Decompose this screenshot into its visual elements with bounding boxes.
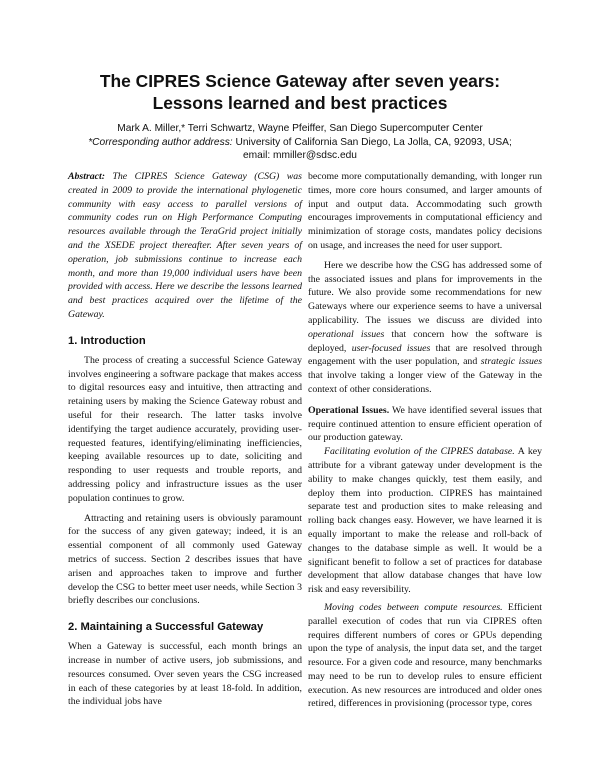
p2-user-focused: user-focused issues [351, 342, 431, 354]
facilitating-paragraph [308, 445, 542, 597]
author-names: Mark A. Miller,* Terri Schwartz, Wayne Pfeiffer, San Diego Supercomputer Center [117, 123, 483, 134]
intro-paragraph-2: Attracting and retaining users is obviously paramount for the success of any given gateway; indeed, it is an essential component of all commonly used Gateway metrics of success. Section 2 describes issues that have arisen and approaches taken to improve and further develop the CSG to better meet user needs, while Section 3 briefly describes our conclusions. [68, 512, 302, 607]
operational-issues-text: We have identified several issues that require continued attention to ensure efficient operation of our production gateway. [308, 404, 543, 444]
operational-issues-label: Operational Issues. [308, 404, 390, 416]
facilitating-text: A key attribute for a vibrant gateway under development is the ability to make changes quickly, test them easily, and deploy them into production. CIPRES has maintained separate test and production sites to make releasing and rolling back changes easy. However, we have learned it is equally important to make the release and roll-back of changes to the database simple as well. It would be a significant benefit to follow a set of practices for database development that allow database changes that have low risk and easy reversibility. [308, 446, 542, 596]
section2-paragraph-1: When a Gateway is successful, each month brings an increase in number of active users, job submissions, and resources consumed. Over seven years the CSG increased in each of these categories by at least 18-fold. In addition, the individual jobs have [68, 641, 302, 708]
p2-operational: operational issues [308, 328, 385, 340]
title-block [60, 70, 540, 163]
heading-introduction: 1. Introduction [68, 334, 146, 347]
right-paragraph-2 [308, 259, 542, 397]
title-line-2: Lessons learned and best practices [152, 93, 448, 113]
abstract-label: Abstract: [68, 171, 106, 182]
moving-codes-text: Efficient parallel execution of codes that run via CIPRES often requires different numbers of cores or GPUs depending upon the type of analysis, the input data set, and the target resource. For a given code and resource, many benchmarks may need to be run to develop rules to ensure efficient execution. As new resources are introduced and older ones retired, differences in provisioning (processor type, cores [308, 601, 542, 710]
corresponding-label: *Corresponding author address: [88, 136, 233, 148]
intro-paragraph-1: The process of creating a successful Science Gateway involves engineering a software package that makes access to digital resources easy and intuitive, then attracting and retaining users by making the Science Gateway robust and useful for their research. The latter tasks involve identifying the target audience accurately, providing user-requested features, identifying/eliminating inefficiencies, keeping available resources up to date, soliciting and responding to user requests and trouble reports, and addressing policy and infrastructure issues as the user population continues to grow. [68, 354, 302, 504]
p2-part-d: that involve taking a longer view of the Gateway in the context of other considerations. [308, 370, 542, 395]
p2-part-a: Here we describe how the CSG has addressed some of the associated issues and plans for improvements in the future. We also provide some recommendations for new Gateways where our experience seems to have a universal applicability. The issues we discuss are divided into [308, 259, 542, 326]
author-email: email: mmiller@sdsc.edu [243, 150, 357, 161]
corresponding-address [60, 136, 540, 150]
author-block [60, 122, 540, 163]
paper-title [60, 70, 540, 114]
operational-issues-paragraph [308, 404, 542, 445]
right-column [308, 170, 542, 711]
right-paragraph-1: become more computationally demanding, with longer run times, more core hours consumed, and larger amounts of input and output data. Accommodating such growth encourages improvements in computational efficiency and minimization of storage costs, mandates policy decisions on usage, and increases the need for user support. [308, 171, 542, 251]
p2-part-b: that concern how the software is deployed, [308, 328, 542, 354]
p2-strategic: strategic issues [480, 356, 543, 368]
heading-maintaining: 2. Maintaining a Successful Gateway [68, 621, 264, 634]
corresponding-address-text: University of California San Diego, La Jolla, CA, 92093, USA; [232, 136, 512, 148]
abstract [68, 170, 302, 322]
moving-codes-title: Moving codes between compute resources. [324, 601, 503, 613]
title-line-1: The CIPRES Science Gateway after seven years: [99, 71, 501, 91]
abstract-text: The CIPRES Science Gateway (CSG) was created in 2009 to provide the international phylogenetic community with easy access to parallel versions of community codes run on High Performance Computing resources available through the TeraGrid project initially and the XSEDE project thereafter. After seven years of operation, job submissions continue to increase each month, and more than 19,000 individual users have been provided with access. Here we describe the lessons learned and best practices acquired over the lifetime of the Gateway. [68, 171, 302, 320]
p2-part-c: that are resolved through engagement with the user population, and [308, 342, 542, 368]
left-column [68, 170, 302, 709]
moving-codes-paragraph [308, 601, 542, 711]
facilitating-title: Facilitating evolution of the CIPRES database. [324, 446, 515, 458]
